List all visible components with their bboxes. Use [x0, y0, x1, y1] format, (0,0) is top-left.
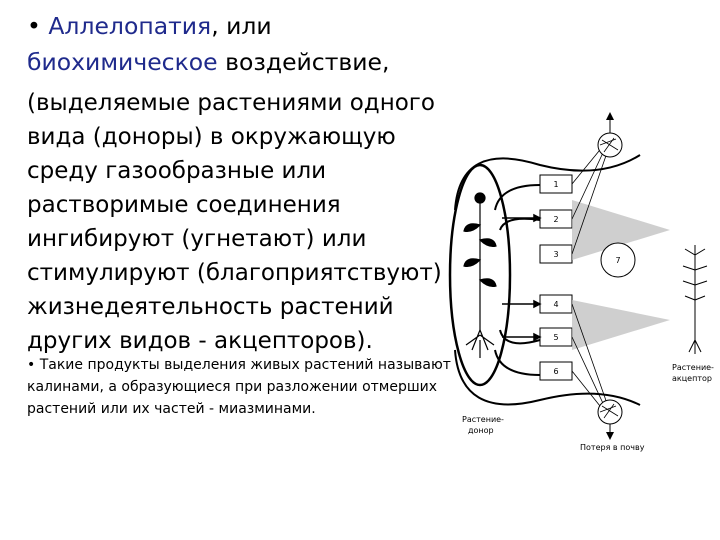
acceptor-plant-icon	[683, 245, 707, 354]
box-2	[540, 210, 572, 228]
box-6	[540, 362, 572, 380]
svg-text:4: 4	[553, 300, 559, 309]
box-5	[540, 328, 572, 346]
donor-plant-icon	[464, 193, 496, 358]
donor-label-1: Растение-	[462, 415, 504, 424]
acceptor-label-1: Растение-	[672, 363, 714, 372]
term-biochemical: биохимическое	[27, 48, 218, 76]
box-3	[540, 245, 572, 263]
term-allelopathy: Аллелопатия	[48, 12, 212, 40]
bullet: •	[27, 12, 41, 40]
soil-loss-icon	[598, 400, 622, 440]
svg-text:6: 6	[553, 367, 559, 376]
emission-cone-lower	[572, 300, 670, 350]
svg-text:7: 7	[615, 256, 621, 265]
svg-text:1: 1	[553, 180, 559, 189]
svg-text:5: 5	[553, 333, 559, 342]
box-1	[540, 175, 572, 193]
acceptor-label-2: акцептор	[672, 374, 712, 383]
heading	[27, 8, 447, 80]
note-paragraph: • Такие продукты выделения живых растений называют калинами, а образующиеся при разложении отмерших растений или их частей - миазминами.	[27, 357, 451, 417]
soil-loss-label: Потеря в почву	[580, 443, 645, 452]
volatile-loss-icon	[598, 112, 622, 157]
svg-text:3: 3	[553, 250, 559, 259]
heading-separator: , или	[211, 12, 272, 40]
circle-7	[601, 243, 635, 277]
svg-text:2: 2	[553, 215, 559, 224]
inner-curve-1	[495, 185, 540, 210]
donor-label-2: донор	[468, 426, 494, 435]
box-4	[540, 295, 572, 313]
heading-rest: воздействие,	[217, 48, 390, 76]
definition-paragraph: (выделяемые растениями одного вида (доноры) в окружающую среду газообразные или растворимые соединения ингибируют (угнетают) или стимулируют (благоприятствуют) жизнедеятельность растений других видов - акцепторов).	[27, 90, 442, 354]
allelopathy-diagram	[440, 100, 720, 460]
